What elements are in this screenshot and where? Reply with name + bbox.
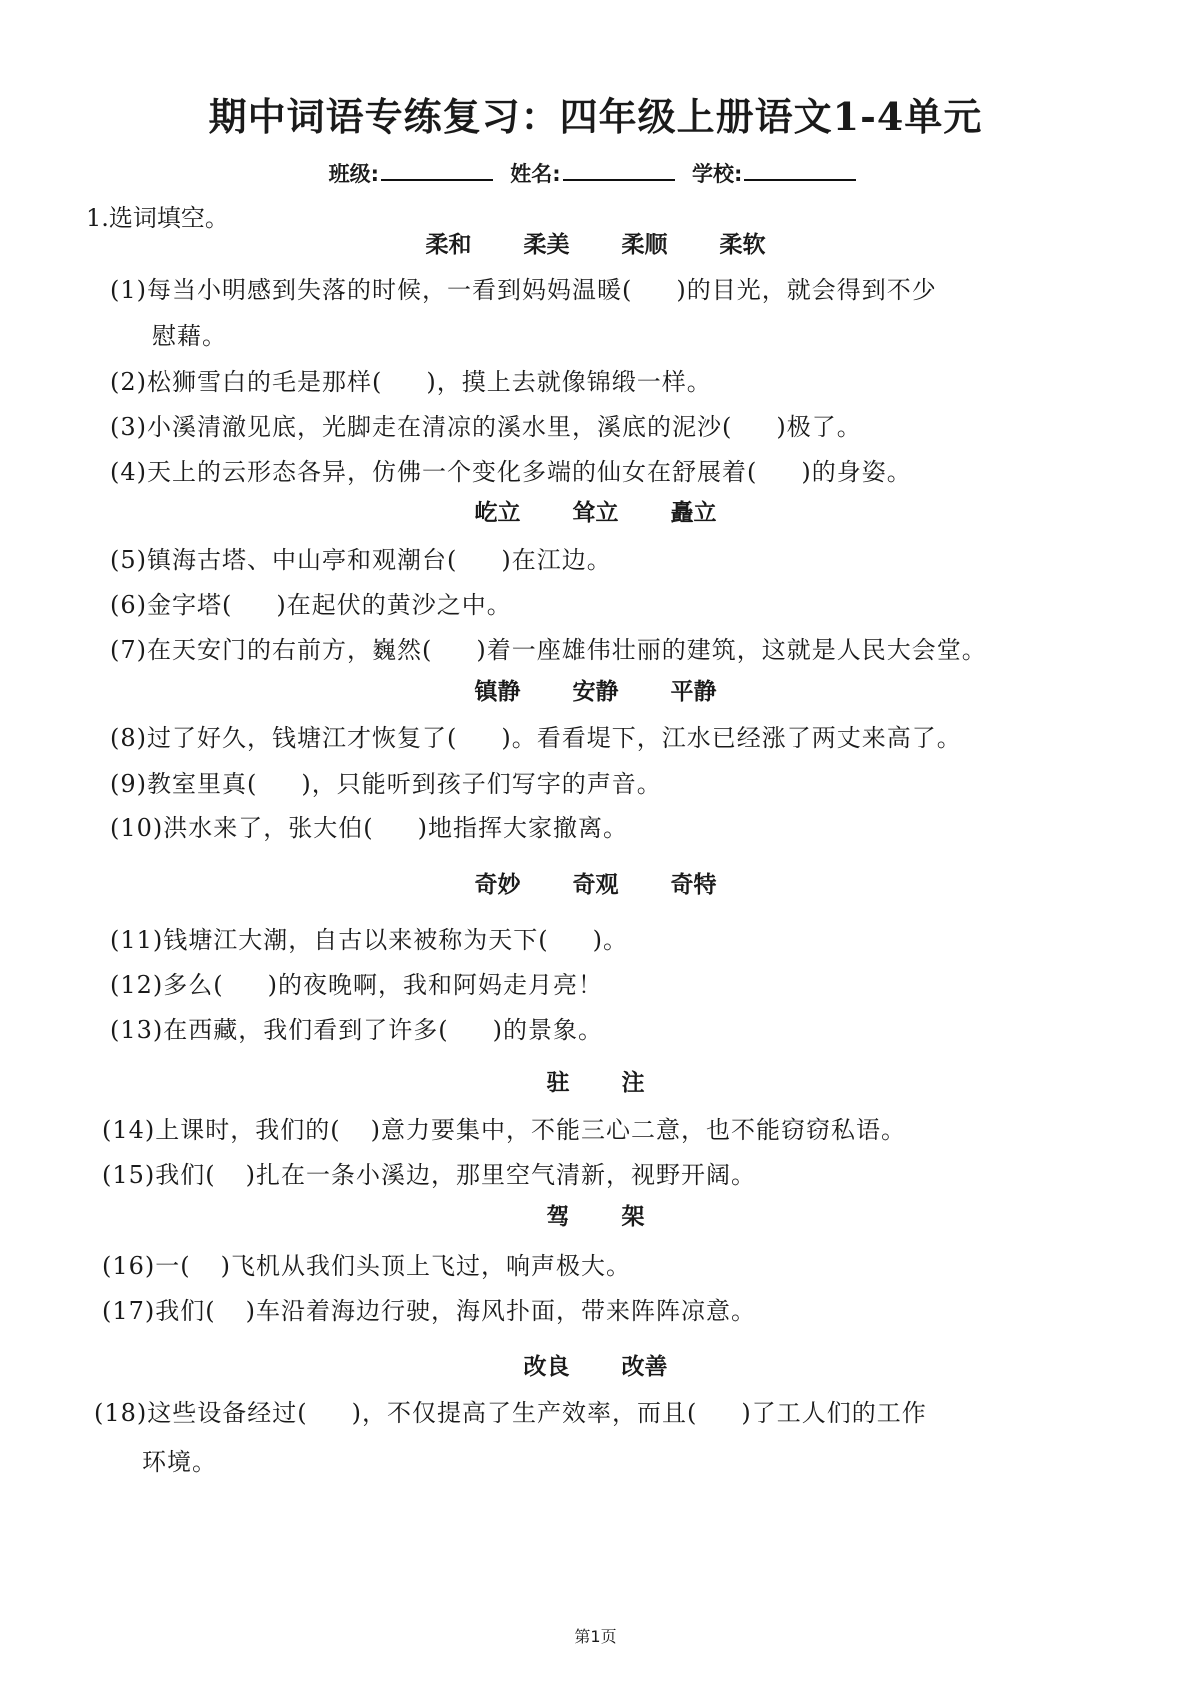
class-label: 班级: <box>328 162 379 186</box>
word-option: 驻 <box>546 1069 570 1096</box>
question-item <box>110 270 937 305</box>
question-text: )的身姿。 <box>801 458 912 486</box>
question-text: 我们( <box>155 1161 216 1189</box>
question-item <box>94 1393 927 1428</box>
question-item <box>110 630 987 665</box>
question-text: 在西藏，我们看到了许多( <box>163 1016 449 1044</box>
word-option: 柔软 <box>719 231 766 258</box>
question-text: 教室里真( <box>147 770 258 798</box>
class-blank[interactable] <box>381 161 493 181</box>
page-number: 第1页 <box>574 1627 617 1646</box>
question-text: )，只能听到孩子们写字的声音。 <box>301 770 662 798</box>
word-option: 奇妙 <box>474 871 521 898</box>
question-continuation: 环境。 <box>142 1448 217 1476</box>
question-item <box>110 718 962 753</box>
question-text: )了工人们的工作 <box>741 1399 927 1427</box>
school-blank[interactable] <box>744 161 856 181</box>
question-number: (12) <box>110 971 164 999</box>
question-item <box>110 965 603 1000</box>
word-options <box>0 1198 1191 1231</box>
word-option: 奇特 <box>670 871 717 898</box>
question-continuation: 慰藉。 <box>152 322 227 350</box>
question-text: )极了。 <box>776 413 862 441</box>
question-text: 每当小明感到失落的时候，一看到妈妈温暖( <box>147 276 633 304</box>
question-number: (11) <box>110 926 164 954</box>
question-number: (6) <box>110 591 147 619</box>
question-item <box>102 1155 756 1190</box>
question-text: )地指挥大家撤离。 <box>417 814 629 842</box>
question-item <box>110 920 628 955</box>
question-text: 镇海古塔、中山亭和观潮台( <box>147 546 458 574</box>
question-text: )车沿着海边行驶，海风扑面，带来阵阵凉意。 <box>245 1297 757 1325</box>
word-options <box>0 1064 1191 1097</box>
question-number: (3) <box>110 413 147 441</box>
question-number: (8) <box>110 724 147 752</box>
word-options <box>0 494 1191 527</box>
question-text: )在江边。 <box>501 546 612 574</box>
section-heading: 1.选词填空。 <box>86 204 229 232</box>
word-option: 改良 <box>523 1353 570 1380</box>
question-text: 过了好久，钱塘江才恢复了( <box>147 724 458 752</box>
question-text: )，摸上去就像锦缎一样。 <box>426 368 712 396</box>
word-options <box>0 1348 1191 1381</box>
word-option: 奇观 <box>572 871 619 898</box>
question-text: )的景象。 <box>492 1016 604 1044</box>
question-text: )着一座雄伟壮丽的建筑，这就是人民大会堂。 <box>476 636 987 664</box>
word-option: 柔美 <box>523 231 570 258</box>
question-item <box>110 540 612 575</box>
question-text: 洪水来了，张大伯( <box>163 814 374 842</box>
word-option: 注 <box>621 1069 645 1096</box>
question-item <box>110 585 512 620</box>
question-number: (10) <box>110 814 164 842</box>
question-text: 我们( <box>155 1297 216 1325</box>
word-option: 安静 <box>572 678 619 705</box>
question-text: )飞机从我们头顶上飞过，响声极大。 <box>220 1252 632 1280</box>
question-number: (16) <box>102 1252 156 1280</box>
word-option: 改善 <box>621 1353 668 1380</box>
question-text: 钱塘江大潮，自古以来被称为天下( <box>163 926 549 954</box>
question-text: )。看看堤下，江水已经涨了两丈来高了。 <box>501 724 962 752</box>
question-number: (15) <box>102 1161 156 1189</box>
question-item <box>110 407 862 442</box>
question-text: )的夜晚啊，我和阿妈走月亮！ <box>267 971 604 999</box>
question-text: 在天安门的右前方，巍然( <box>147 636 433 664</box>
question-text: )，不仅提高了生产效率，而且( <box>351 1399 698 1427</box>
question-text: 金字塔( <box>147 591 233 619</box>
question-item <box>102 1110 906 1145</box>
student-info <box>0 158 1191 188</box>
question-item <box>110 764 662 799</box>
question-item <box>110 808 628 843</box>
question-number: (13) <box>110 1016 164 1044</box>
name-blank[interactable] <box>563 161 675 181</box>
question-text: 上课时，我们的( <box>155 1116 341 1144</box>
word-options <box>0 866 1191 899</box>
question-item <box>110 452 912 487</box>
question-text: )在起伏的黄沙之中。 <box>276 591 512 619</box>
question-number: (9) <box>110 770 147 798</box>
question-item <box>102 1246 631 1281</box>
word-options <box>0 226 1191 259</box>
question-text: 多么( <box>163 971 224 999</box>
question-item <box>110 362 712 397</box>
question-text: 这些设备经过( <box>147 1399 308 1427</box>
question-text: )意力要集中，不能三心二意，也不能窃窃私语。 <box>370 1116 907 1144</box>
word-option: 驾 <box>546 1203 570 1230</box>
word-option: 柔和 <box>425 231 472 258</box>
question-number: (17) <box>102 1297 156 1325</box>
word-option: 屹立 <box>474 499 521 526</box>
question-text: 一( <box>155 1252 191 1280</box>
question-text: 松狮雪白的毛是那样( <box>147 368 383 396</box>
question-number: (7) <box>110 636 147 664</box>
question-number: (18) <box>94 1399 148 1427</box>
question-number: (5) <box>110 546 147 574</box>
school-label: 学校: <box>692 162 743 186</box>
word-option: 镇静 <box>474 678 521 705</box>
question-number: (2) <box>110 368 147 396</box>
question-number: (4) <box>110 458 147 486</box>
word-options <box>0 673 1191 706</box>
word-option: 柔顺 <box>621 231 668 258</box>
question-number: (14) <box>102 1116 156 1144</box>
name-label: 姓名: <box>510 162 561 186</box>
word-option: 架 <box>621 1203 645 1230</box>
word-option: 矗立 <box>670 499 717 526</box>
question-text: 小溪清澈见底，光脚走在清凉的溪水里，溪底的泥沙( <box>147 413 733 441</box>
question-item <box>110 1010 603 1045</box>
question-text: 天上的云形态各异，仿佛一个变化多端的仙女在舒展着( <box>147 458 758 486</box>
question-number: (1) <box>110 276 147 304</box>
page-title: 期中词语专练复习：四年级上册语文1-4单元 <box>208 94 983 139</box>
word-option: 平静 <box>670 678 717 705</box>
word-option: 耸立 <box>572 499 619 526</box>
question-text: )扎在一条小溪边，那里空气清新，视野开阔。 <box>245 1161 757 1189</box>
question-text: )。 <box>592 926 629 954</box>
question-item <box>102 1291 756 1326</box>
question-text: )的目光，就会得到不少 <box>676 276 937 304</box>
